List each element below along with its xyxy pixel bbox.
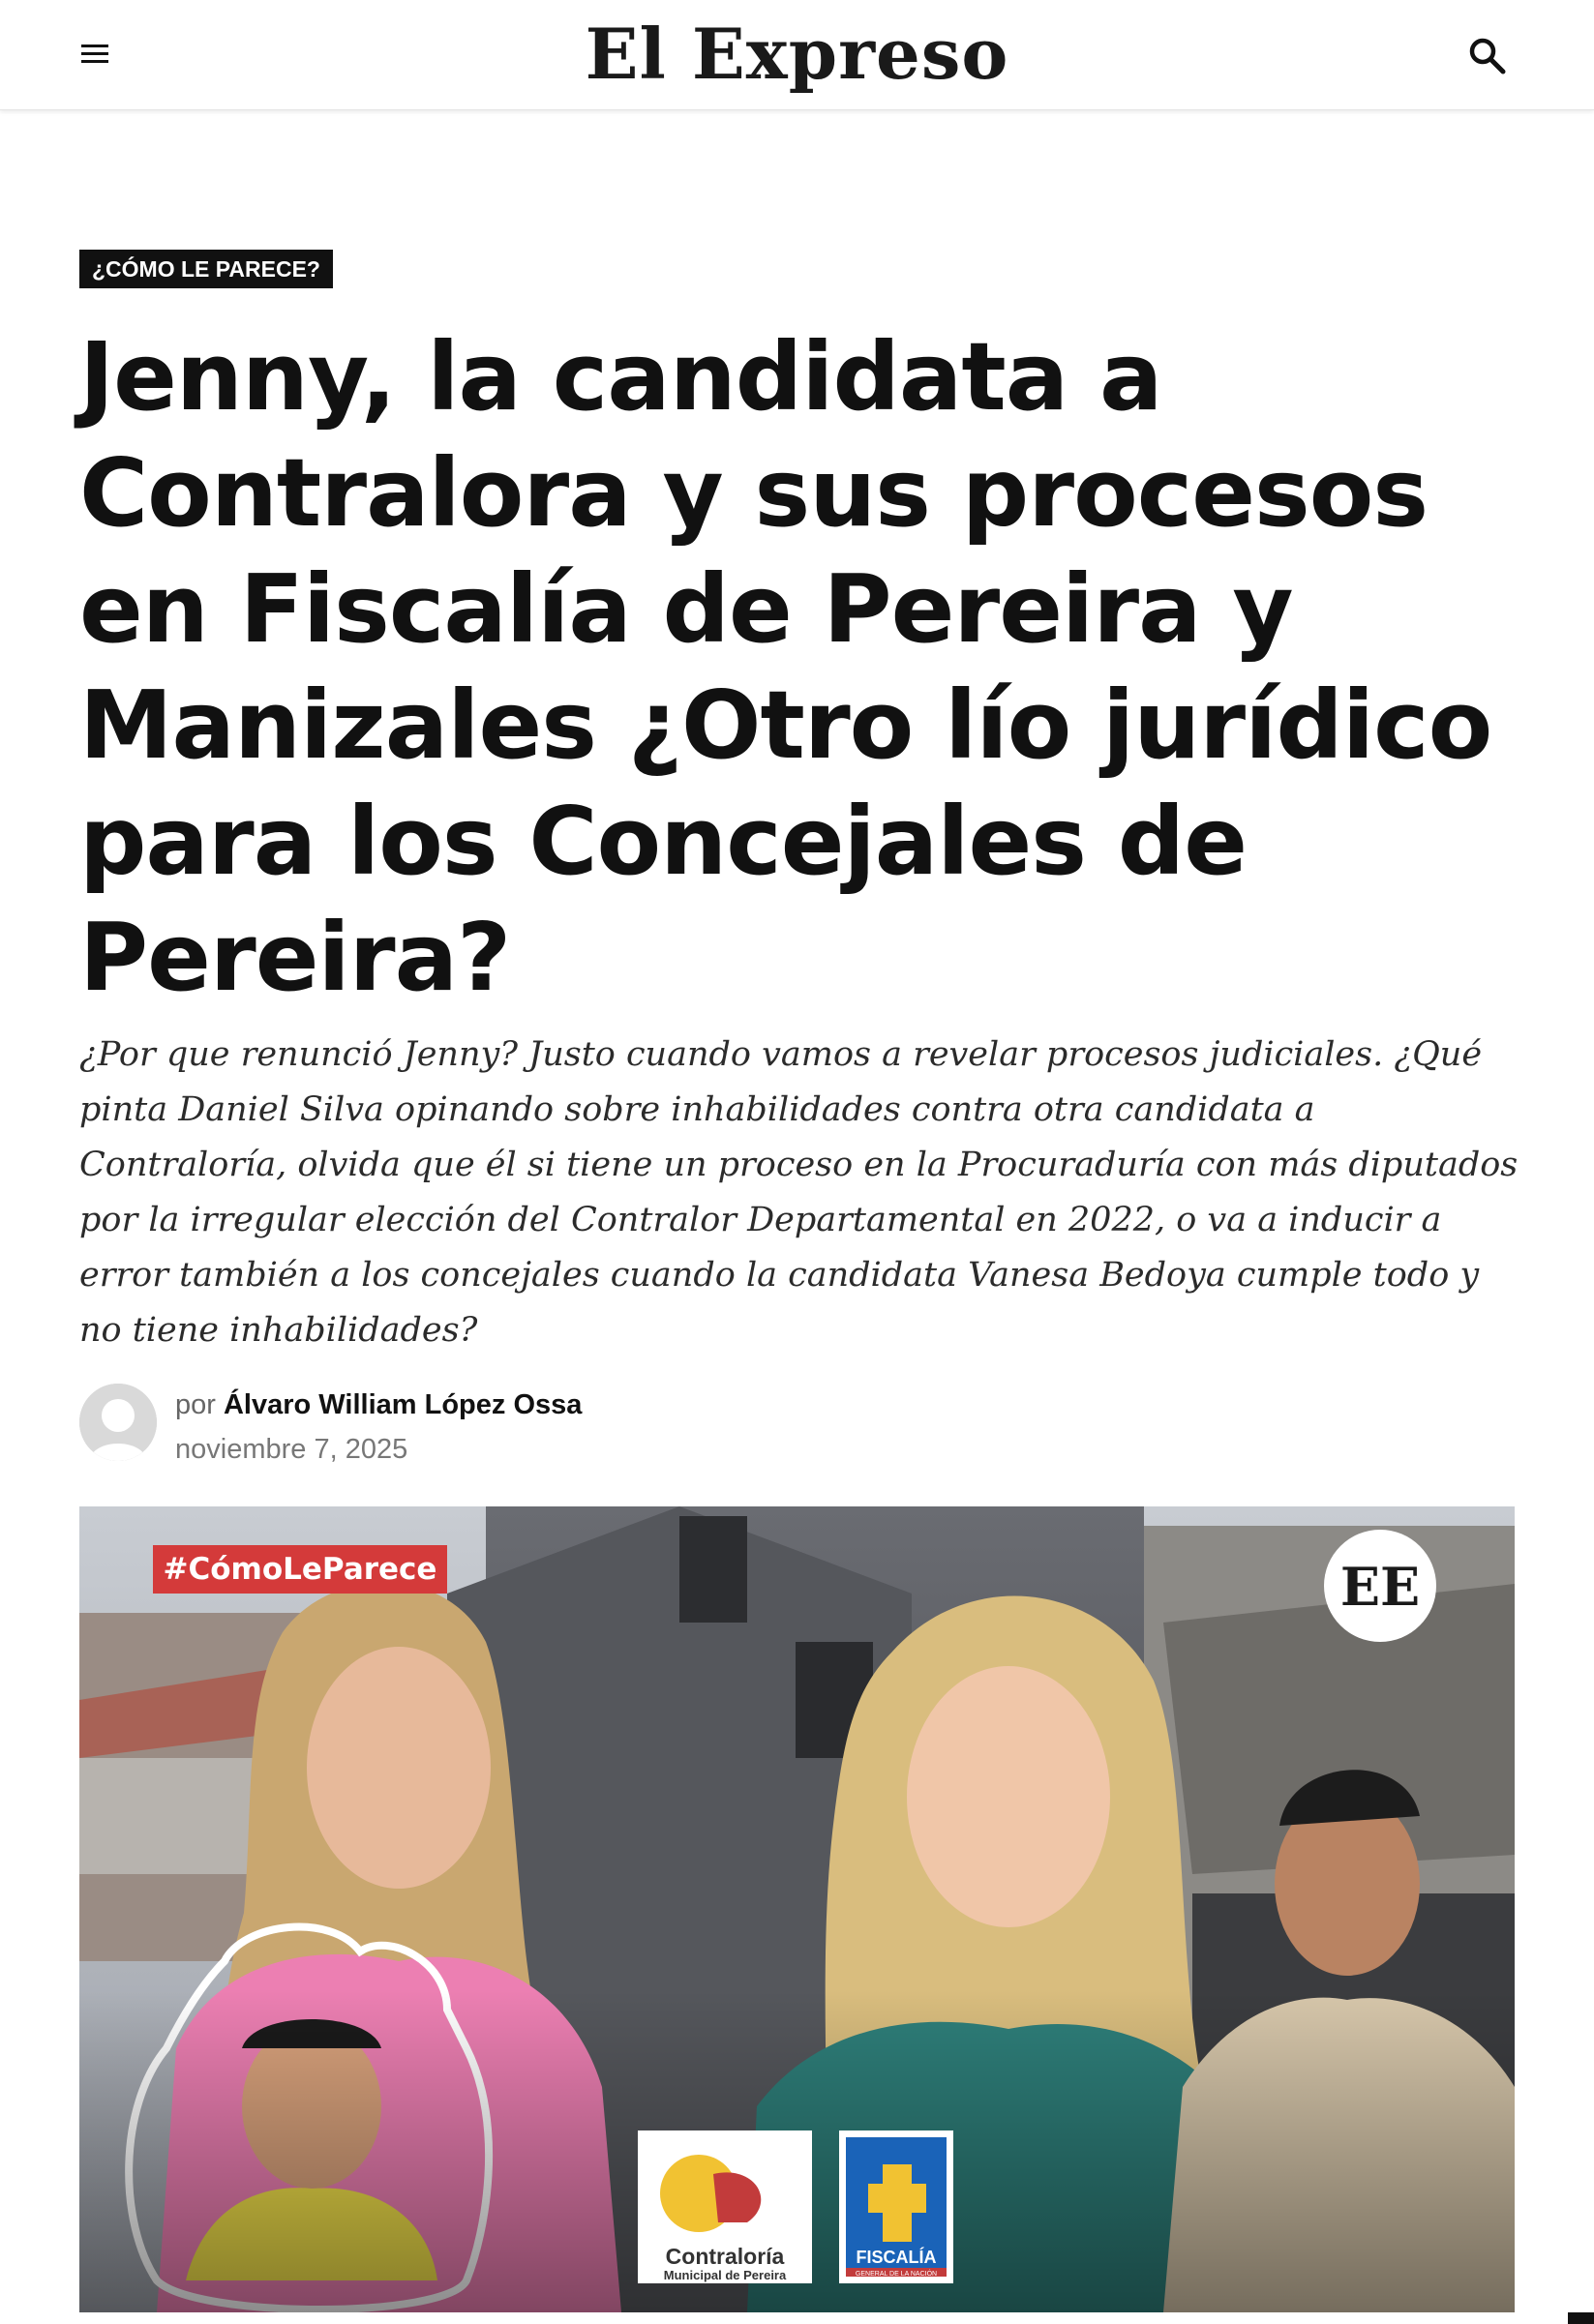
user-placeholder-icon [79,1384,157,1461]
contraloria-logo-sub: Municipal de Pereira [663,2268,787,2282]
search-icon[interactable] [1466,35,1509,77]
contraloria-logo-title: Contraloría [665,2244,785,2269]
site-logo[interactable]: El Expreso [585,13,1009,95]
hero-image [79,1506,1515,2312]
fiscalia-logo-sub: GENERAL DE LA NACIÓN [855,2271,938,2278]
hero-hashtag: #CómoLeParece [163,1552,437,1587]
fiscalia-logo-title: FISCALÍA [856,2248,937,2267]
corner-mark [1568,2312,1594,2324]
byline-prefix: por [175,1389,216,1420]
publish-date: noviembre 7, 2025 [175,1434,408,1465]
article-title: Jenny, la candidata a Contralora y sus procesos en Fiscalía de Pereira y Manizales ¿Otro lío jurídico para los Concejales de Pereira? [79,322,1492,1012]
byline [175,1386,582,1423]
author-avatar[interactable] [79,1384,157,1461]
site-header [0,0,1594,110]
article-subtitle: ¿Por que renunció Jenny? Justo cuando vamos a revelar procesos judiciales. ¿Qué pinta Daniel Silva opinando sobre inhabilidades contra otra candidata a Contraloría, olvida que él si tiene un proceso en la Procuraduría con más diputados por la irregular elección del Contralor Departamental en 2022, o va a inducir a error también a los concejales cuando la candidata Vanesa Bedoya cumple todo y no tiene inhabilidades? [79,1035,1519,1350]
author-link[interactable]: Álvaro William López Ossa [223,1389,583,1420]
category-badge[interactable]: ¿CÓMO LE PARECE? [79,250,333,288]
hero-badge: EE [1339,1556,1421,1618]
